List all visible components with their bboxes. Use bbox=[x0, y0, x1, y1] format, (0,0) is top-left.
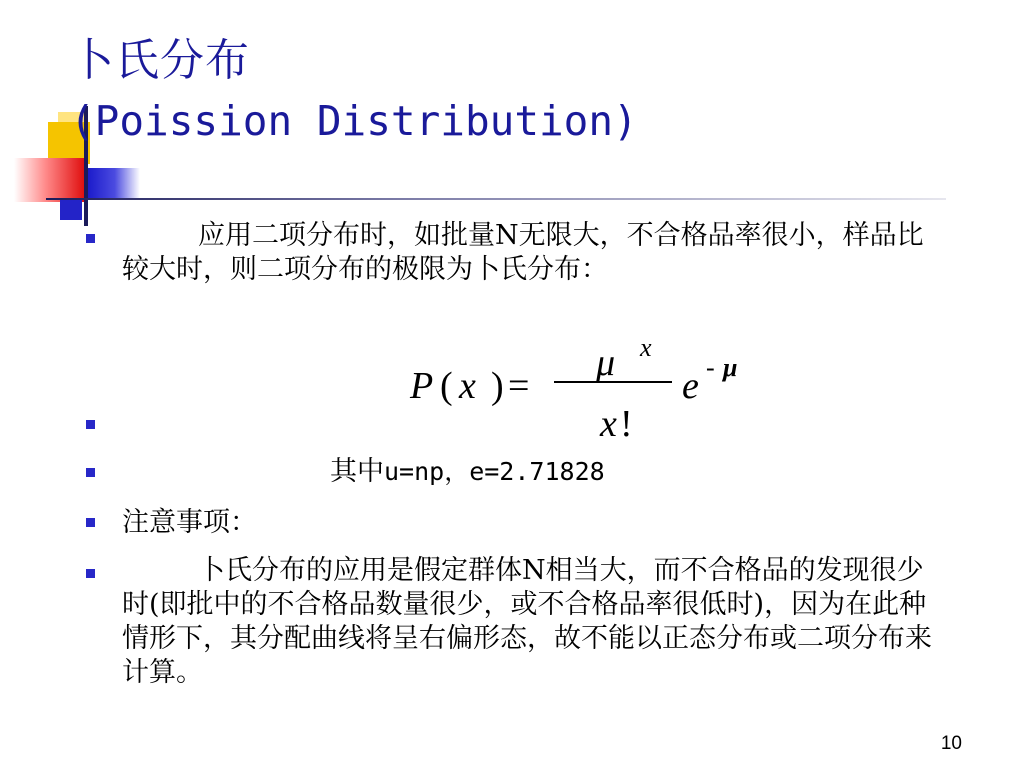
formula-denominator-x: x bbox=[600, 403, 617, 445]
bullet-marker-icon bbox=[86, 468, 95, 477]
formula-open-paren: ( bbox=[440, 365, 453, 407]
bullet-item-5-text: 卜氏分布的应用是假定群体N相当大，而不合格品的发现很少时(即批中的不合格品数量很少，或不合格品率很低时)，因为在此种情形下，其分配曲线将呈右偏形态，故不能以正态分布或二项分布来计算。 bbox=[122, 555, 932, 688]
bullet-item-5 bbox=[122, 554, 942, 690]
bullet-item-3 bbox=[330, 455, 605, 489]
formula-x: x bbox=[459, 365, 476, 407]
formula-close-paren: ) bbox=[491, 365, 504, 407]
bullet-marker-icon bbox=[86, 518, 95, 527]
bullet-marker-icon bbox=[86, 420, 95, 429]
formula-e-exponent-minus: - bbox=[706, 353, 715, 382]
bullet-item-4: 注意事项： bbox=[122, 507, 257, 538]
formula-e: e bbox=[682, 365, 699, 407]
formula-equals: = bbox=[508, 365, 530, 407]
bullet-item-1-text: 应用二项分布时，如批量N无限大，不合格品率很小，样品比较大时，则二项分布的极限为卜氏分布： bbox=[122, 220, 924, 285]
page-number: 10 bbox=[940, 733, 962, 754]
bullet-item-3-values: u=np，e=2.71828 bbox=[384, 457, 605, 486]
bullet-item-3-prefix: 其中 bbox=[330, 456, 384, 487]
slide-title-english: (Poission Distribution) bbox=[70, 97, 638, 146]
formula-numerator-exponent: x bbox=[640, 333, 652, 362]
bullet-marker-icon bbox=[86, 569, 95, 578]
formula-P: P bbox=[410, 365, 434, 407]
formula-e-exponent-mu: μ bbox=[723, 353, 738, 382]
bullet-marker-icon bbox=[86, 234, 95, 243]
formula-numerator-mu: μ bbox=[596, 342, 616, 384]
bullet-item-1 bbox=[122, 219, 942, 287]
slide-title-chinese: 卜氏分布 bbox=[70, 35, 250, 86]
poisson-formula bbox=[400, 330, 780, 450]
formula-denominator-factorial: ! bbox=[620, 403, 633, 445]
